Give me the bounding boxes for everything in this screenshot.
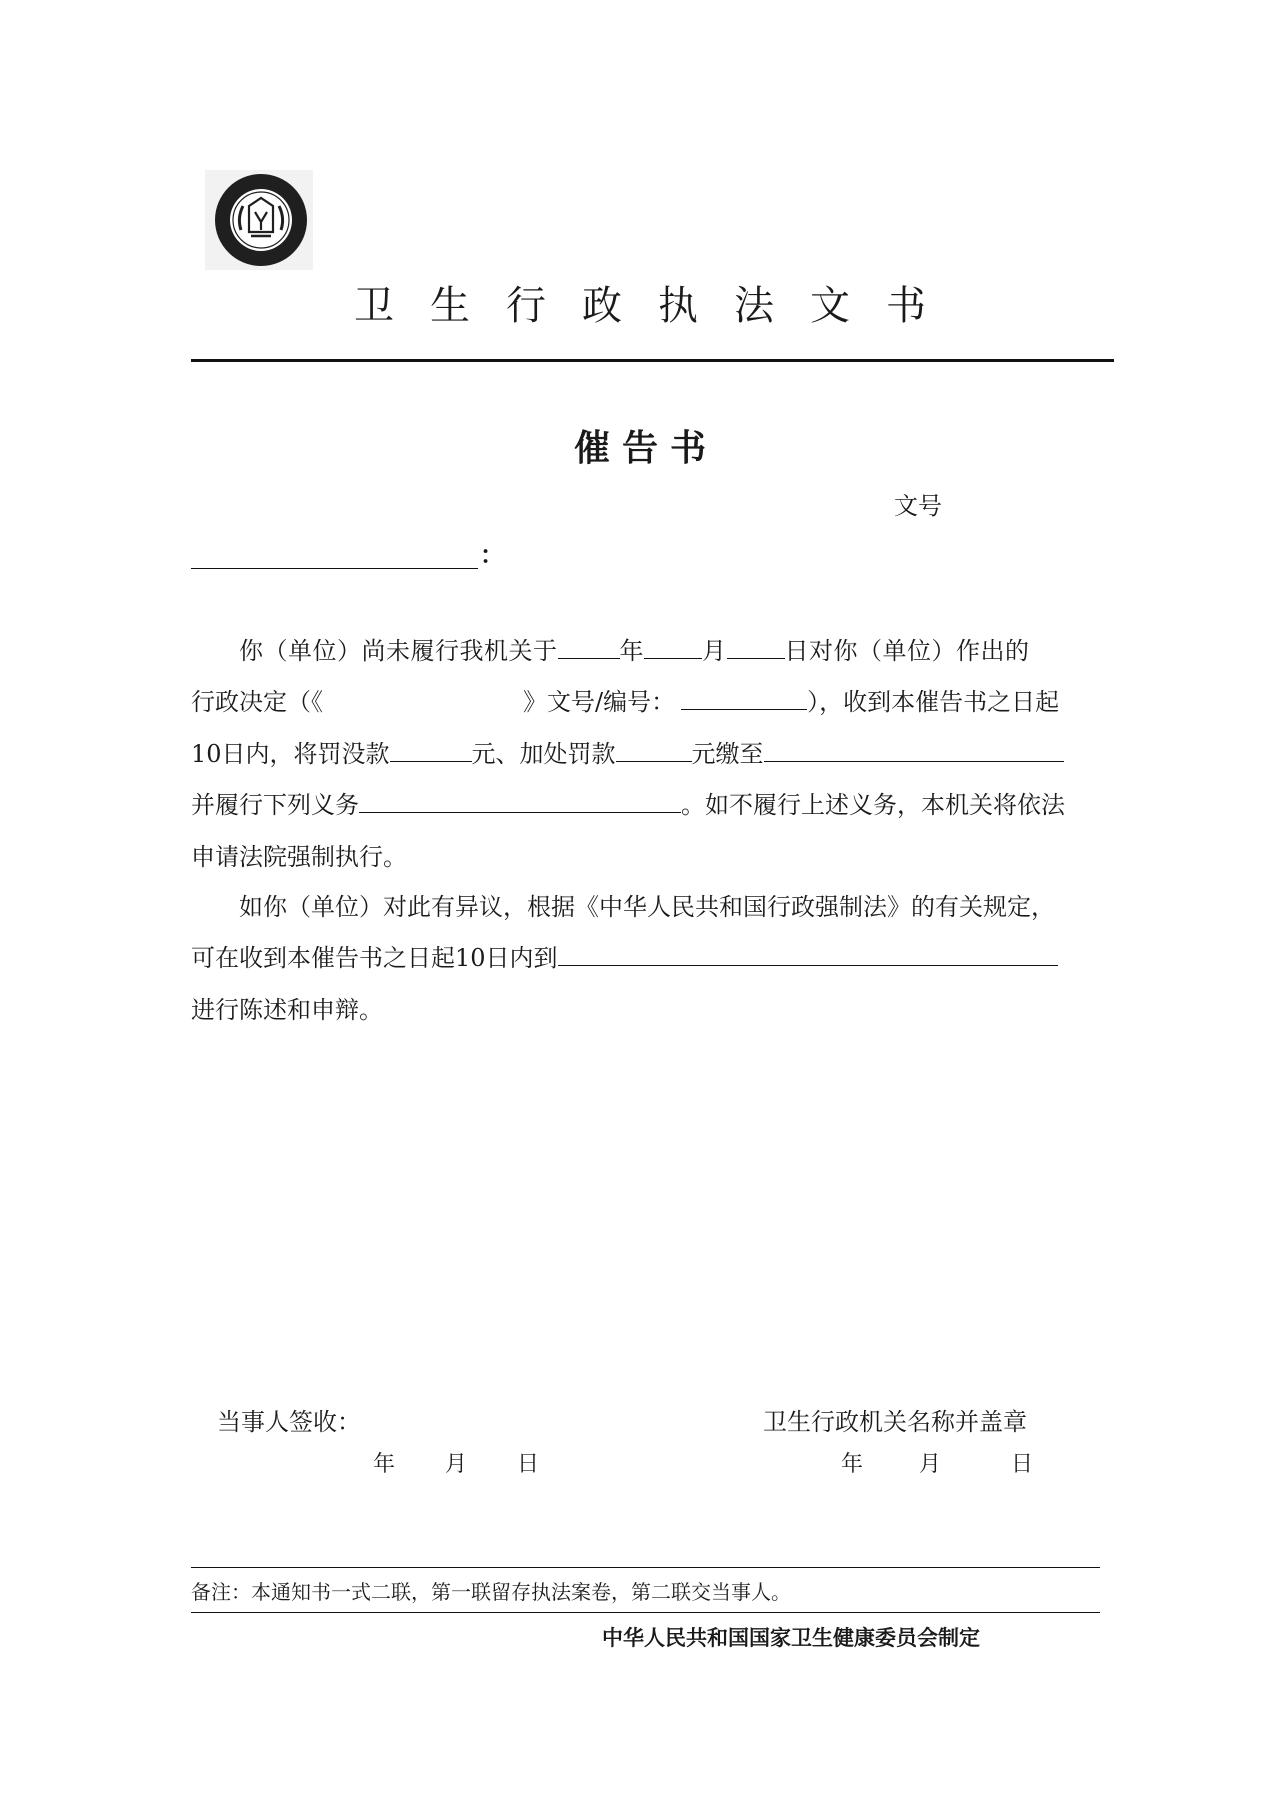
body-text: 元缴至 <box>691 740 764 768</box>
date-year: 年 <box>841 1452 864 1477</box>
obligation-blank <box>359 788 681 813</box>
date-year: 年 <box>373 1452 396 1477</box>
day-blank <box>727 634 785 659</box>
body-text: 并履行下列义务 <box>191 791 359 819</box>
body-text: 元、加处罚款 <box>471 740 616 768</box>
addressee-colon: ： <box>480 540 504 569</box>
body-text: 可在收到本催告书之日起10日内到 <box>191 944 558 972</box>
party-signature-date <box>373 1447 539 1478</box>
header-divider <box>191 359 1114 362</box>
body-text: 你（单位）尚未履行我机关于 <box>239 637 558 665</box>
body-text: 》文号/编号： <box>523 688 676 716</box>
body-text: 月 <box>702 637 727 665</box>
body-text: 日对你（单位）作出的 <box>784 637 1030 665</box>
body-line <box>191 890 1097 924</box>
month-blank <box>644 634 702 659</box>
body-line <box>191 993 1097 1027</box>
statement-venue-blank <box>558 941 1058 966</box>
footer-divider-top <box>191 1567 1100 1568</box>
body-line <box>191 788 1097 822</box>
body-text: 申请法院强制执行。 <box>191 843 407 871</box>
addressee-blank <box>191 538 478 569</box>
footer-divider-bottom <box>191 1612 1100 1613</box>
body-text: 10日内，将罚没款 <box>191 740 390 768</box>
penalty-amount-blank <box>616 737 692 762</box>
body-text: 行政决定（《 <box>191 688 323 716</box>
body-text: 进行陈述和申辩。 <box>191 996 383 1024</box>
date-day: 日 <box>517 1452 540 1477</box>
agency-seal-label: 卫生行政机关名称并盖章 <box>763 1408 1027 1436</box>
date-day: 日 <box>1011 1452 1034 1477</box>
body-line <box>191 840 1097 874</box>
footer-note: 备注：本通知书一式二联，第一联留存执法案卷，第二联交当事人。 <box>191 1580 791 1604</box>
health-inspection-emblem <box>205 170 313 270</box>
body-text: 。如不履行上述义务，本机关将依法 <box>681 791 1065 819</box>
body-text: 年 <box>619 637 644 665</box>
document-number-label: 文号 <box>894 492 942 520</box>
body-text: 如你（单位）对此有异议，根据《中华人民共和国行政强制法》的有关规定， <box>239 893 1055 921</box>
document-series-title: 卫生行政执法文书 <box>354 283 962 329</box>
emblem-icon <box>205 170 313 270</box>
body-line <box>191 941 1097 975</box>
issuer-line: 中华人民共和国国家卫生健康委员会制定 <box>602 1626 980 1650</box>
page-title: 催告书 <box>573 428 718 469</box>
body-line <box>191 737 1097 771</box>
payment-location-blank <box>764 737 1064 762</box>
party-signature-label: 当事人签收： <box>217 1408 361 1436</box>
body-line <box>191 634 1097 668</box>
decision-number-blank <box>681 685 807 710</box>
year-blank <box>558 634 620 659</box>
fine-amount-blank <box>390 737 472 762</box>
body-text: ），收到本催告书之日起 <box>807 688 1060 716</box>
date-month: 月 <box>919 1452 942 1477</box>
date-month: 月 <box>445 1452 468 1477</box>
body-line <box>191 685 1097 719</box>
agency-seal-date <box>841 1447 1033 1478</box>
